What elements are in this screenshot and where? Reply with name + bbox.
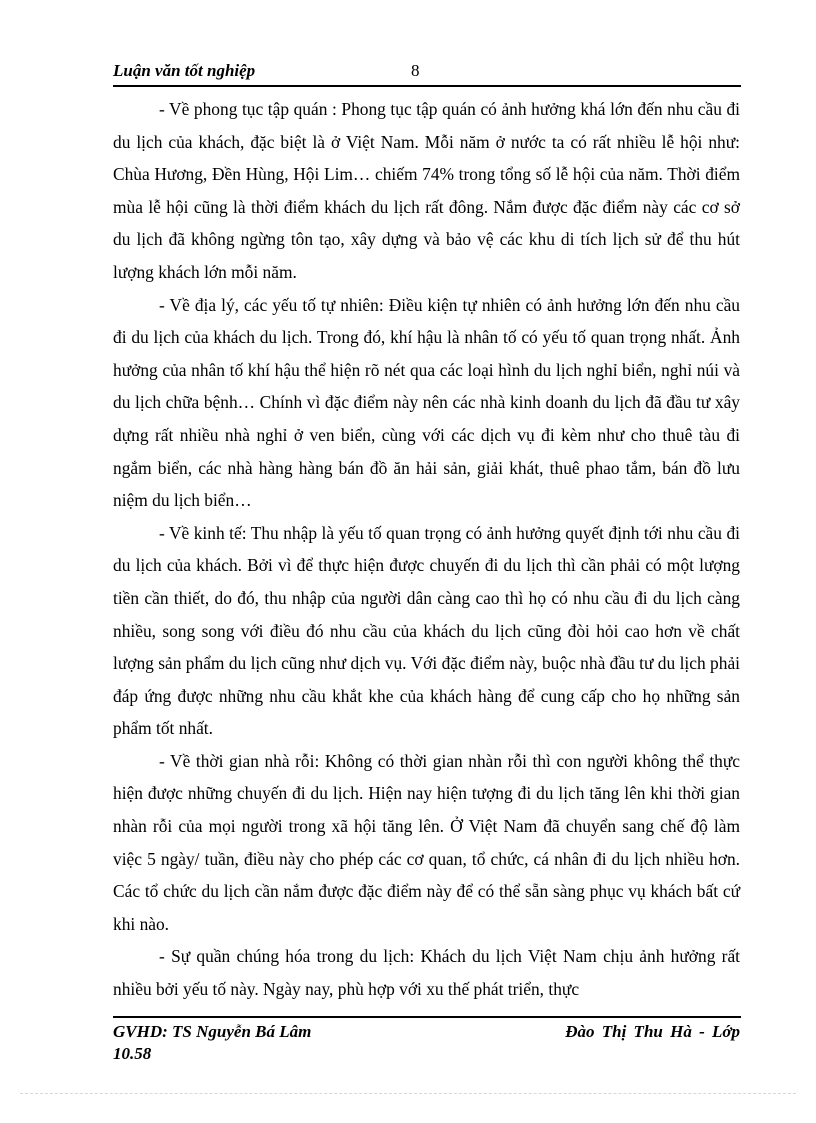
paragraph-customs: - Về phong tục tập quán : Phong tục tập quán có ảnh hưởng khá lớn đến nhu cầu đi du lịch của khách, đặc biệt là ở Việt Nam. Mỗi năm ở nước ta có rất nhiều lễ hội như: Chùa Hương, Đền Hùng, Hội Lim… chiếm 74% trong tổng số lễ hội của năm. Thời điểm mùa lễ hội cũng là thời điểm khách du lịch rất đông. Nắm được đặc điểm này các cơ sở du lịch đã không ngừng tôn tạo, xây dựng và bảo vệ các khu di tích lịch sử để thu hút lượng khách lớn mỗi năm.: [113, 99, 740, 282]
body-text: [113, 93, 740, 1006]
footer-author: Đào Thị Thu Hà - Lớp: [565, 1022, 740, 1041]
header-title: Luận văn tốt nghiệp: [113, 61, 256, 80]
page-edge-divider: [20, 1093, 796, 1094]
header-divider: [113, 85, 741, 87]
paragraph-economy: - Về kinh tế: Thu nhập là yếu tố quan trọng có ảnh hưởng quyết định tới nhu cầu đi du lịch của khách. Bởi vì để thực hiện được chuyến đi du lịch thì cần phải có một lượng tiền cần thiết, do đó, thu nhập của người dân càng cao thì họ có nhu cầu đi du lịch càng nhiều, song song với điều đó nhu cầu của khách du lịch cũng đòi hỏi cao hơn về chất lượng sản phẩm du lịch cũng như dịch vụ. Với đặc điểm này, buộc nhà đầu tư du lịch phải đáp ứng được những nhu cầu khắt khe của khách hàng để cung cấp cho họ những sản phẩm tốt nhất.: [113, 522, 740, 739]
paragraph-geography: - Về địa lý, các yếu tố tự nhiên: Điều kiện tự nhiên có ảnh hưởng lớn đến nhu cầu đi du lịch của khách du lịch. Trong đó, khí hậu là nhân tố có yếu tố quan trọng nhất. Ảnh hưởng của nhân tố khí hậu thể hiện rõ nét qua các loại hình du lịch nghỉ biển, nghỉ núi và du lịch chữa bệnh… Chính vì đặc điểm này nên các nhà kinh doanh du lịch đã đầu tư xây dựng rất nhiều nhà nghỉ ở ven biển, cùng với các dịch vụ đi kèm như cho thuê tàu đi ngắm biển, các nhà hàng hàng bán đồ ăn hải sản, giải khát, thuê phao tắm, bán đồ lưu niệm du lịch biển…: [113, 294, 740, 511]
paragraph-massification: - Sự quần chúng hóa trong du lịch: Khách du lịch Việt Nam chịu ảnh hưởng rất nhiều bởi yếu tố này. Ngày nay, phù hợp với xu thế phát triển, thực: [113, 946, 740, 1000]
page-number: 8: [411, 61, 420, 80]
page-header: [113, 60, 741, 84]
footer-class-code: 10.58: [113, 1044, 152, 1063]
paragraph-leisure-time: - Về thời gian nhà rỗi: Không có thời gian nhàn rỗi thì con người không thể thực hiện được những chuyến đi du lịch. Hiện nay hiện tượng đi du lịch tăng lên khi thời gian nhàn rỗi của mọi người trong xã hội tăng lên. Ở Việt Nam đã chuyển sang chế độ làm việc 5 ngày/ tuần, điều này cho phép các cơ quan, tổ chức, cá nhân đi du lịch nhiều hơn. Các tổ chức du lịch cần nắm được đặc điểm này để có thể sẵn sàng phục vụ khách bất cứ khi nào.: [113, 750, 740, 934]
footer-supervisor: GVHD: TS Nguyễn Bá Lâm: [113, 1022, 312, 1041]
footer-divider: [113, 1016, 741, 1018]
